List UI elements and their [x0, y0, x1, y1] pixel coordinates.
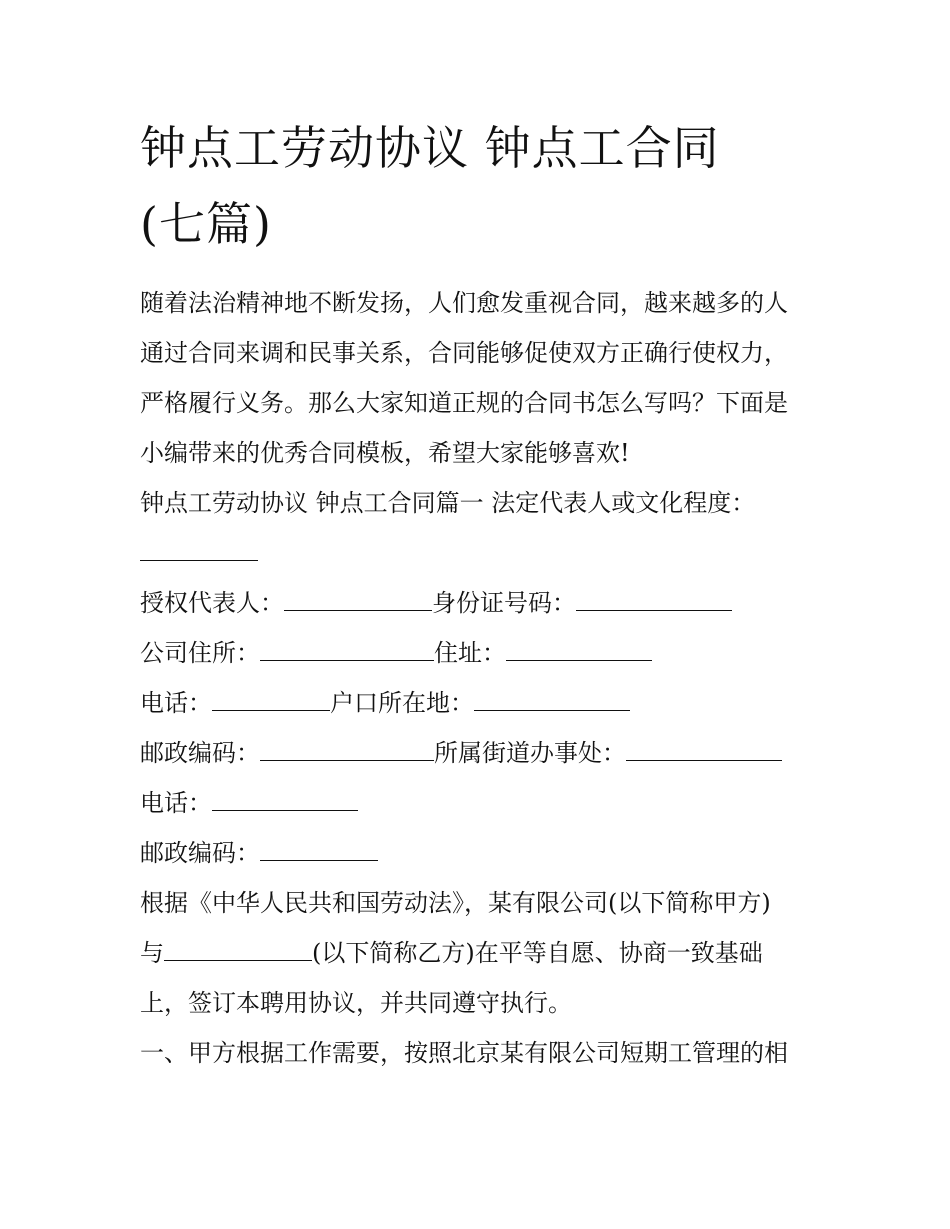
- party-b-suffix: (以下简称乙方)在平等自愿、协商一致基础: [312, 939, 763, 967]
- rep-label: 授权代表人：: [140, 589, 284, 617]
- legal-rep-blank[interactable]: [140, 540, 258, 561]
- party-b-row: [140, 928, 820, 978]
- body-line: 上，签订本聘用协议，并共同遵守执行。: [140, 989, 572, 1017]
- body-line: 一、甲方根据工作需要，按照北京某有限公司短期工管理的相: [140, 1039, 788, 1067]
- street-office-blank[interactable]: [626, 740, 782, 761]
- id-blank[interactable]: [576, 590, 732, 611]
- address-row: [140, 628, 820, 678]
- party-b-prefix: 与: [140, 939, 164, 967]
- intro-line: 小编带来的优秀合同模板，希望大家能够喜欢!: [140, 439, 630, 467]
- hukou-blank[interactable]: [474, 690, 630, 711]
- document-page: [140, 110, 820, 1078]
- title-line-2: (七篇): [140, 197, 272, 251]
- body-line: 根据《中华人民共和国劳动法》，某有限公司(以下简称甲方): [140, 889, 771, 917]
- phone-blank[interactable]: [212, 690, 330, 711]
- legal-rep-blank-row: [140, 528, 820, 578]
- postcode2-blank[interactable]: [260, 840, 378, 861]
- phone-label: 电话：: [140, 689, 212, 717]
- postcode-row: [140, 728, 820, 778]
- postcode2-row: [140, 828, 820, 878]
- intro-line: 随着法治精神地不断发扬，人们愈发重视合同，越来越多的人: [140, 289, 788, 317]
- phone2-row: [140, 778, 820, 828]
- address-label: 住址：: [434, 639, 506, 667]
- address-blank[interactable]: [506, 640, 652, 661]
- phone2-blank[interactable]: [212, 790, 358, 811]
- postcode2-label: 邮政编码：: [140, 839, 260, 867]
- phone2-label: 电话：: [140, 789, 212, 817]
- section-heading: 钟点工劳动协议 钟点工合同篇一 法定代表人或文化程度：: [140, 489, 756, 517]
- intro-line: 通过合同来调和民事关系，合同能够促使双方正确行使权力，: [140, 339, 788, 367]
- id-label: 身份证号码：: [432, 589, 576, 617]
- intro-line: 严格履行义务。那么大家知道正规的合同书怎么写吗？下面是: [140, 389, 788, 417]
- company-address-label: 公司住所：: [140, 639, 260, 667]
- company-address-blank[interactable]: [260, 640, 434, 661]
- intro-paragraph: [140, 278, 820, 478]
- postcode-blank[interactable]: [260, 740, 434, 761]
- hukou-label: 户口所在地：: [330, 689, 474, 717]
- street-office-label: 所属街道办事处：: [434, 739, 626, 767]
- title-line-1: 钟点工劳动协议 钟点工合同: [140, 121, 720, 175]
- postcode-label: 邮政编码：: [140, 739, 260, 767]
- rep-row: [140, 578, 820, 628]
- document-title: [140, 110, 820, 262]
- phone-row: [140, 678, 820, 728]
- party-b-blank[interactable]: [164, 940, 312, 961]
- rep-blank[interactable]: [284, 590, 432, 611]
